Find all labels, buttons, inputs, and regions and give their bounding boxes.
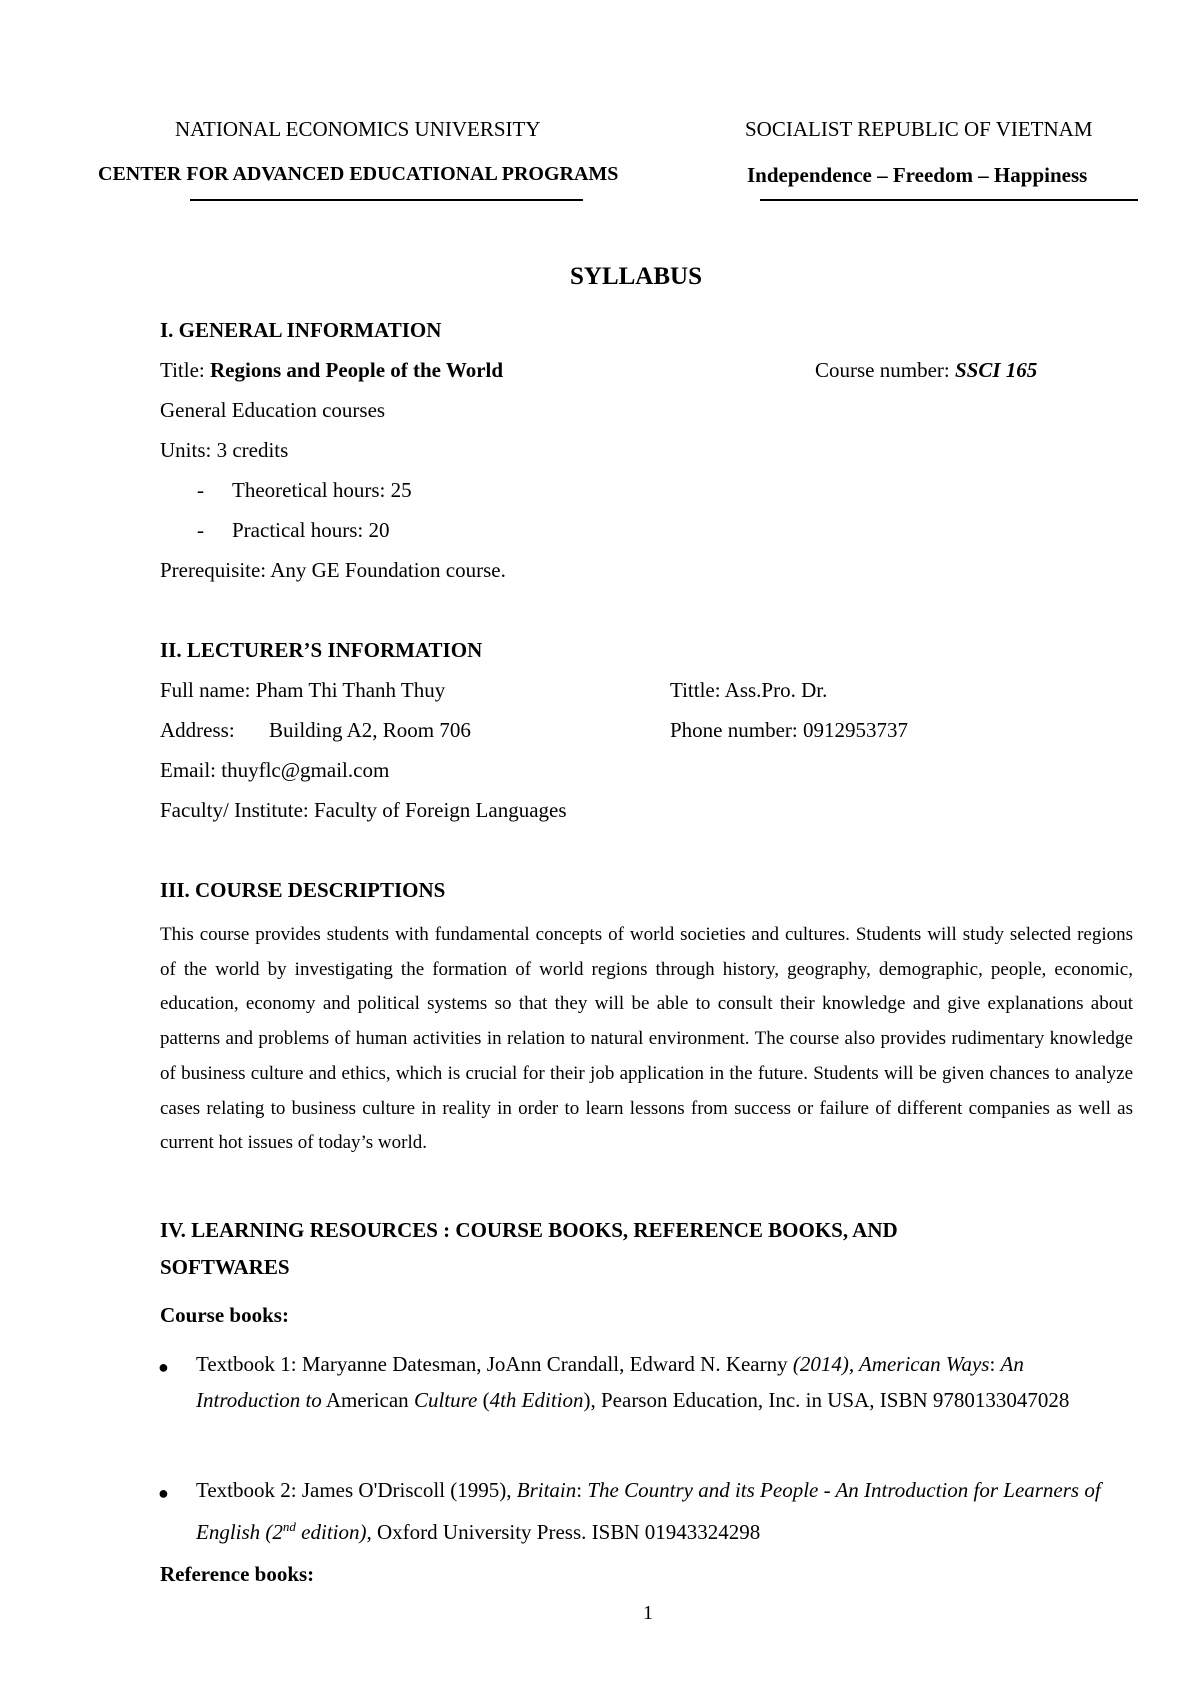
book2-subtitle: The Country and its People - An Introduction for Learners of English (2: [196, 1478, 1101, 1544]
book1-publisher: ), Pearson Education, Inc. in USA, ISBN 9780133047028: [583, 1387, 1070, 1412]
university-name: NATIONAL ECONOMICS UNIVERSITY: [175, 117, 541, 141]
page-number: 1: [643, 1602, 653, 1624]
book1-colon: :: [989, 1352, 1001, 1376]
course-number-value: SSCI 165: [954, 358, 1038, 382]
lecturer-full-name: Full name: Pham Thi Thanh Thuy: [160, 678, 446, 702]
lecturer-address-label: Address:: [160, 718, 235, 742]
book2-publisher: , Oxford University Press. ISBN 01943324298: [366, 1519, 761, 1544]
course-books-label: Course books:: [160, 1303, 289, 1327]
course-book-2: [196, 1473, 1133, 1550]
section-resources-heading-line1: IV. LEARNING RESOURCES : COURSE BOOKS, REFERENCE BOOKS, AND: [160, 1218, 898, 1242]
lecturer-faculty: Faculty/ Institute: Faculty of Foreign Languages: [160, 798, 567, 822]
section-lecturer-heading: II. LECTURER’S INFORMATION: [160, 638, 483, 662]
book2-authors: Textbook 2: James O'Driscoll (1995),: [196, 1478, 517, 1502]
book1-subtitle: An Introduction to: [196, 1352, 1024, 1412]
reference-books-label: Reference books:: [160, 1562, 315, 1586]
course-units: Units: 3 credits: [160, 438, 289, 462]
section-description-heading: III. COURSE DESCRIPTIONS: [160, 878, 446, 902]
course-title: [160, 358, 503, 383]
section-resources-heading-line2: SOFTWARES: [160, 1255, 290, 1279]
republic-name: SOCIALIST REPUBLIC OF VIETNAM: [745, 117, 1093, 141]
course-number-label: Course number:: [815, 358, 955, 382]
book1-culture: Culture: [413, 1387, 478, 1412]
motto: Independence – Freedom – Happiness: [747, 163, 1088, 187]
book1-title-part: (2014), American Ways: [792, 1352, 990, 1376]
hours-dash-1: -: [197, 478, 204, 502]
document-title: SYLLABUS: [570, 263, 702, 290]
book1-authors: Textbook 1: Maryanne Datesman, JoAnn Crandall, Edward N. Kearny: [196, 1352, 793, 1376]
section-general-heading: I. GENERAL INFORMATION: [160, 318, 442, 342]
book2-superscript: nd: [282, 1518, 296, 1534]
hours-dash-2: -: [197, 518, 204, 542]
center-underline: [190, 199, 583, 201]
book1-american: American: [321, 1387, 414, 1412]
book2-edition: edition): [295, 1519, 367, 1544]
course-number: [815, 358, 1037, 383]
book1-edition: 4th Edition: [489, 1387, 584, 1412]
course-book-1: [196, 1347, 1133, 1418]
lecturer-email: Email: thuyflc@gmail.com: [160, 758, 390, 782]
theoretical-hours: Theoretical hours: 25: [232, 478, 412, 502]
motto-underline: [760, 199, 1138, 201]
book2-title-part: Britain: [516, 1478, 577, 1502]
prerequisite: Prerequisite: Any GE Foundation course.: [160, 558, 506, 582]
book2-colon: :: [576, 1478, 588, 1502]
lecturer-phone: Phone number: 0912953737: [670, 718, 908, 742]
center-name: CENTER FOR ADVANCED EDUCATIONAL PROGRAMS: [98, 163, 619, 185]
course-title-label: Title:: [160, 358, 210, 382]
book1-paren: (: [477, 1387, 490, 1412]
course-category: General Education courses: [160, 398, 386, 422]
bullet-icon: ●: [158, 1357, 169, 1377]
lecturer-title: Tittle: Ass.Pro. Dr.: [670, 678, 828, 702]
course-description-text: This course provides students with fundamental concepts of world societies and cultures. Students will study selected regions of the world by investigating the formation of world regions through history, geography, demographic, people, economic, education, economy and political systems so that they will be able to consult their knowledge and give explanations about patterns and problems of human activities in relation to natural environment. The course also provides rudimentary knowledge of business culture and ethics, which is crucial for their job application in the future. Students will be given chances to analyze cases relating to business culture in reality in order to learn lessons from success or failure of different companies as well as current hot issues of today’s world.: [160, 924, 1133, 1154]
practical-hours: Practical hours: 20: [232, 518, 390, 542]
lecturer-address-value: Building A2, Room 706: [269, 718, 471, 742]
bullet-icon: ●: [158, 1483, 169, 1503]
course-title-value: Regions and People of the World: [210, 358, 504, 382]
